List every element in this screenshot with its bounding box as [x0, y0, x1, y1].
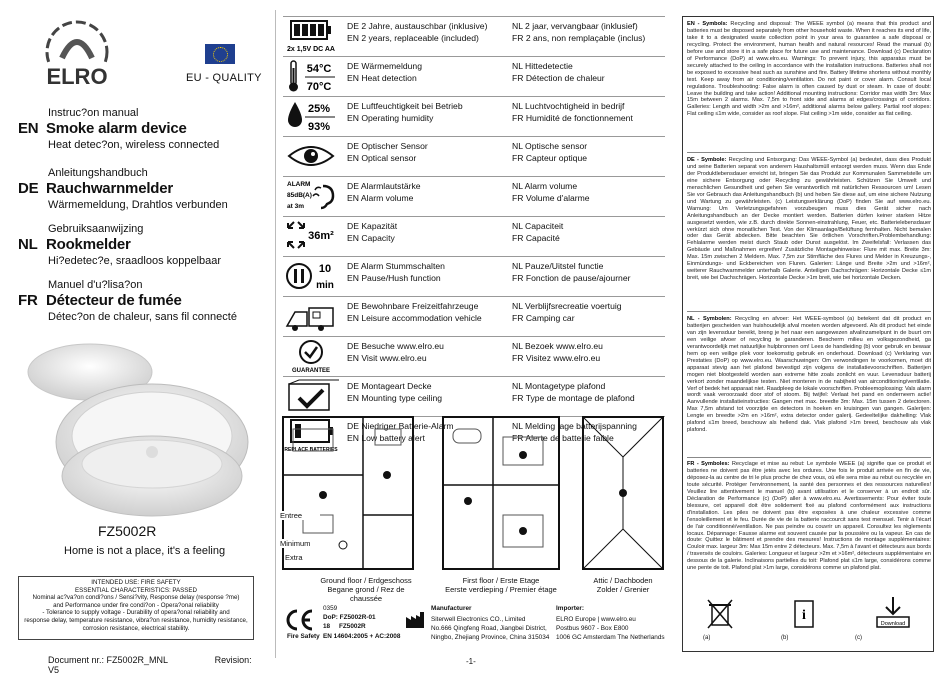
legal-fr	[687, 461, 931, 572]
spec-nl: NL Montagetype plafond	[512, 381, 606, 391]
intended-use-line: and Performance under fire condi?on - Opera?onal reliability	[53, 601, 219, 609]
spec-en: EN Optical sensor	[347, 153, 417, 163]
manual-description: Wärmemeldung, Drahtlos verbunden	[48, 199, 228, 211]
intended-use-line: corrosion resistance, electrical stability.	[82, 624, 190, 632]
download-icon	[873, 593, 913, 633]
spec-text-de-en	[347, 60, 422, 84]
legal-heading: DE - Symbole:	[687, 157, 727, 163]
manual-title: Rauchwarnmelder	[46, 180, 174, 197]
spec-text-nl-fr	[512, 220, 563, 244]
ce-mark-icon	[285, 609, 315, 631]
heat-threshold-high: 70°C	[306, 81, 332, 93]
ground-floor-caption	[311, 576, 421, 603]
caption-line: Begane grond / Rez de chaussée	[327, 585, 405, 603]
manual-block-de	[18, 166, 270, 212]
spec-text-nl-fr	[512, 380, 635, 404]
spec-en: EN Visit www.elro.eu	[347, 353, 427, 363]
spec-de: DE Kapazität	[347, 221, 398, 231]
spec-nl: NL 2 jaar, vervangbaar (inklusief)	[512, 21, 638, 31]
notified-body-number: 0359	[323, 605, 338, 612]
manufacturer-heading: Manufacturer	[431, 605, 472, 612]
legal-text: Recyclage et mise au rebut: Le symbole WEEE (a) signifie que ce produit et batteries ne doivent pas être jetés avec les ordures. Une fois le produit arrivée en fin de vie, déposez-la au centre de tri le plus proche de chez vous, où elle sera mise au rebut ou recyclée en toute sécurité. Protéger l'environnement, la santé des personnes et des ressources naturelles! Veuillez lire attentivement le manuel (b) avant utilisation et le conserver à un endroit sûr. Déclaration de Performance (c) (DoP) aller à www.elro.eu. Avertissements: Pour éviter toute blessure, cet appareil doit être solidement fixé au plafond conformément aux instructions d'installation. Les piles ne doivent pas être exposées à une chaleur excessive comme l'ensoleillement et le feu. Durée de vie de la batterie raccourcit sans test mensuel. Tenir à l'écart de l'air conditionné/ventilation. Ne pas peindre ou couvrir un appareil. Consultez les règlements locaux. Dépannage: Fausse alarme est souvent causée par la poussière ou la vapeur. En cas de doute: Quittez le bâtiment et prendre des mesures! Instructions de montage supplémentaires: Couloir max. largeur 3m: Max 15m entre 2 détecteurs. Max. 7,5m à l'avant et détecteurs aux bords / traversés de couloirs. Galeries: Longueur et largeur >2m et >16m², détecteurs supplémentaire en dessous de la galerie. Inclinaisons partielles du toit: Plafond plat ≤1m large, considérons comme une pente de toit. Plafond plat >1m large, considérons comme un plafond plat.	[687, 461, 931, 572]
document-revision: Revision: V5	[48, 655, 252, 675]
legal-en	[687, 21, 931, 118]
legal-nl	[687, 316, 931, 434]
weee-bin-icon	[705, 597, 735, 631]
spec-en: EN Operating humidity	[347, 113, 434, 123]
spec-fr: FR Fonction de pause/ajourner	[512, 273, 631, 283]
manual-subtitle: Anleitungshandbuch	[48, 167, 148, 179]
smoke-alarm-image	[30, 330, 240, 530]
spec-nl: NL Hittedetectie	[512, 61, 573, 71]
language-code: FR	[18, 292, 38, 309]
language-code: NL	[18, 236, 38, 253]
alarm-marker-minimum	[383, 471, 391, 479]
capacity-value: 36m²	[308, 230, 334, 242]
spec-de: DE Luftfeuchtigkeit bei Betrieb	[347, 101, 463, 111]
dop-number: DoP: FZ5002R-01	[323, 614, 376, 621]
spec-row-pause	[283, 257, 665, 296]
intended-use-line: response delay, temperature resistance, vibra?on resistance, humidity resistance,	[24, 616, 248, 624]
spec-row-humidity	[283, 97, 665, 136]
caption-line: Zolder / Grenier	[596, 585, 650, 594]
spec-text-de-en	[347, 260, 445, 284]
manual-title: Rookmelder	[46, 236, 131, 253]
spec-text-nl-fr	[512, 140, 587, 164]
replace-batteries-label: REPLACE BATTERIES	[284, 447, 338, 453]
intended-use-box	[18, 576, 254, 640]
cover-column	[0, 0, 275, 675]
manual-description: Heat detec?on, wireless connected	[48, 139, 220, 151]
spec-row-vehicle	[283, 297, 665, 336]
eu-flag-icon	[205, 44, 235, 64]
spec-en: EN Heat detection	[347, 73, 417, 83]
legal-divider	[687, 457, 931, 458]
read-manual-icon	[789, 597, 819, 631]
symbol-b-label: (b)	[781, 635, 789, 641]
thermometer-icon	[285, 58, 337, 94]
alarm-marker-minimum	[464, 497, 472, 505]
spec-de: DE Alarmlautstärke	[347, 181, 421, 191]
battery-icon-label: 2x 1,5V DC AA	[287, 46, 335, 53]
legal-divider	[687, 311, 931, 312]
spec-text-de-en	[347, 220, 397, 244]
attic-caption	[581, 576, 665, 594]
first-floor-caption	[441, 576, 561, 594]
norm-label: EN 14604:2005 + AC:2008	[323, 633, 401, 640]
spec-text-nl-fr	[512, 260, 630, 284]
elro-logo	[22, 18, 132, 98]
spec-row-alarm-volume	[283, 177, 665, 216]
document-number: Document nr.: FZ5002R_MNL	[48, 655, 169, 665]
humidity-min: 25%	[307, 103, 331, 115]
spec-fr: FR Alerte de batterie faible	[512, 433, 614, 443]
legal-symbols	[683, 583, 935, 653]
legal-de	[687, 157, 931, 282]
alarm-marker-minimum	[619, 489, 627, 497]
spec-text-nl-fr	[512, 20, 645, 44]
language-code: DE	[18, 180, 39, 197]
importer-line: 1006 GC Amsterdam The Netherlands	[556, 634, 665, 641]
first-floor-outline	[443, 417, 559, 569]
manual-title: Smoke alarm device	[46, 120, 187, 137]
intended-use-line: ESSENTIAL CHARACTERISTICS: PASSED	[74, 586, 198, 594]
svg-text:i: i	[802, 608, 806, 623]
intended-use-line: Nominal ac?va?on condi?ons / Sensi?vity, Response delay (response ?me)	[32, 594, 240, 602]
certification-strip	[283, 605, 665, 650]
document-footer	[48, 655, 275, 675]
spec-fr: FR 2 ans, non remplaçable (inclus)	[512, 33, 646, 43]
spec-en: EN Leisure accommodation vehicle	[347, 313, 482, 323]
manufacturer-line: No.666 Qingfeng Road, Jiangbei District,	[431, 625, 547, 632]
spec-nl: NL Melding lage batterijspanning	[512, 421, 637, 431]
manual-title: Détecteur de fumée	[46, 292, 182, 309]
spec-en: EN 2 years, replaceable (included)	[347, 33, 479, 43]
spec-de: DE Niedriger Batterie-Alarm	[347, 421, 454, 431]
spec-row-capacity	[283, 217, 665, 256]
spec-fr: FR Humidité de fonctionnement	[512, 113, 633, 123]
caption-line: Ground floor / Erdgeschoss	[320, 576, 412, 585]
alarm-marker-minimum	[519, 451, 527, 459]
spec-text-nl-fr	[512, 180, 590, 204]
cert-year: 18	[323, 623, 331, 630]
spec-en: EN Low battery alert	[347, 433, 425, 443]
spec-de: DE Besuche www.elro.eu	[347, 341, 444, 351]
spec-fr: FR Type de montage de plafond	[512, 393, 635, 403]
legend-entree: Entree	[280, 511, 320, 520]
spec-de: DE Wärmemeldung	[347, 61, 422, 71]
spec-en: EN Capacity	[347, 233, 395, 243]
spec-fr: FR Visitez www.elro.eu	[512, 353, 601, 363]
symbol-a-label: (a)	[703, 635, 711, 641]
ceiling-mount-icon	[285, 378, 337, 414]
spec-nl: NL Luchtvochtigheid in bedrijf	[512, 101, 625, 111]
alarm-marker-minimum	[519, 527, 527, 535]
alarm-marker-minimum	[319, 491, 327, 499]
manual-description: Détec?on de chaleur, sans fil connecté	[48, 311, 237, 323]
spec-en: EN Alarm volume	[347, 193, 414, 203]
manufacturer-line: Siterwell Electronics CO., Limited	[431, 616, 526, 623]
guarantee-icon	[285, 338, 337, 374]
spec-fr: FR Capteur optique	[512, 153, 587, 163]
manual-subtitle: Manuel d'u?lisa?on	[48, 279, 143, 291]
spec-fr: FR Camping car	[512, 313, 575, 323]
legend-extra: Extra	[285, 553, 315, 562]
page-number: -1-	[466, 657, 476, 666]
spec-text-nl-fr	[512, 100, 633, 124]
legal-divider	[687, 152, 931, 153]
spec-nl: NL Bezoek www.elro.eu	[512, 341, 603, 351]
symbol-c-label: (c)	[855, 635, 862, 641]
product-tagline: Home is not a place, it's a feeling	[64, 545, 226, 557]
spec-text-de-en	[347, 100, 463, 124]
manual-block-en	[18, 106, 270, 152]
importer-line: ELRO Europe | www.elro.eu	[556, 616, 636, 623]
factory-icon	[405, 611, 425, 629]
download-label: Download	[880, 621, 906, 627]
spec-de: DE Alarm Stummschalten	[347, 261, 445, 271]
legend-minimum: Minimum	[280, 539, 320, 548]
importer-heading: Importer:	[556, 605, 585, 612]
legal-heading: EN - Symbols:	[687, 21, 728, 27]
legal-heading: FR - Symboles:	[687, 461, 730, 467]
manual-block-nl	[18, 222, 270, 268]
spec-fr: FR Détection de chaleur	[512, 73, 605, 83]
caption-line: First floor / Erste Etage	[462, 576, 540, 585]
spec-de: DE Bewohnbare Freizeitfahrzeuge	[347, 301, 479, 311]
logo-text: ELRO	[46, 64, 108, 89]
legal-text: Recycling und Entsorgung: Das WEEE-Symbol (a) bedeutet, dass dies Produkt und seine Batterien separat von anderem Haushaltsmüll entsorgt werden muss. Wenn das Ende der Produktlebensdauer erreicht ist, bringen Sie das Produkt zur Kommunalen Sammelstelle um eine sichere Entsorgung oder Recycling zu gewährleisten. Schützen Sie Umwelt und menschlichen Gesundheit und gehen Sie verantwortlich mit natürlichen Ressourcen um! Lesen Sie vor Gebrauch das Anleitungshandbuch (b) und heben Sie diese auf, um eine sichere Nutzung und Wartung zu gewährleisten. (c) Leistungserklärung (DoP) finden Sie auf www.elro.eu. Warnung: Um Verletzungsgefahren vorzubeugen muss dies Gerät sicher nach Anleitungshandbuch an der Decke montiert werden. Batterien dürfen keiner starken Hitze ausgesetzt werden, wie z.B. durch direkte Sonnen-einstrahlung, Feuer, etc. Batterielebensdauer verkürzt sich ohne monatlichen Test. Von der Klimaanlage/Belüftung fernhalten. Nicht bemalen oder das Gerät abdecken. Bitte beachten Sie örtlichen Vorschriften.Problembehandlung: Fehlalarme werden meist durch Staub oder Dunst ausgelöst. Im Zweifelsfall: Verlassen das Gebäude und Maßnahmen ergreifen! Zusätzliche Montagehinweise: Flure mit max. Breite 3m: Max. 15m zwischen 2 Meldern. Max. 7,5m zur Stirnfläche des Flures und Melder in Kreuzungs-, Einmündungs- und Eckbereichen von Fluren. Galerien: Länge und Breite >2m und >16m², weiterer Rauchwarnmelder unterhalb Galerie. Anteiligen Dachschrägen: Horizontale Decke ≤1m breit, wie bei Dachschrägen. Horizontale Decke >1m breit, wie bei horizontale Decken.	[687, 157, 931, 282]
manual-subtitle: Gebruiksaanwijzing	[48, 223, 144, 235]
spec-row-optical	[283, 137, 665, 176]
spec-text-nl-fr	[512, 300, 622, 324]
spec-text-de-en	[347, 380, 442, 404]
product-model: FZ5002R	[98, 523, 157, 539]
caption-line: Eerste verdieping / Premier étage	[445, 585, 557, 594]
legal-text: Recycling en afvoer: Het WEEE-symbool (a) betekent dat dit product en batterijen gescheiden van huishoudelijk afval moeten worden afgevoerd. Als dit product het einde van zijn levensduur bereikt, breng je het naar een aangewezen afvalinzamelpunt in de buurt om een veilige afvoer of recycling te garanderen. Bescherm milieu en volksgezondheid, ga verantwoordelijk met natuurlijke hulpbronnen om! Lees de handleiding (b) voor gebruik en bewaar hem op een veilige plek voor toekomstig gebruik en onderhoud. Download (c) Verklaring van Prestaties (DoP) op www.elro.eu. Waarschuwingen: Om verwondingen te voorkomen, moet dit apparaat stevig aan het plafond bevestigd zijn volgens de installatievoorschriften. Batterijen mogen niet blootgesteld worden aan extreme hitte zoals zonlicht en vuur. Levensduur batterij verkort zonder maandelijkse testen. Niet monteren in de nabijheid van airconditioning/ventilatie. Verf of bedek het apparaat niet. Raadpleeg de lokale voorschriften. Probleemoplossing: Vals alarm wordt vaak veroorzaakt door stof of stoom. Bij twijfel: Verlaat het pand en onderneem actie! Aanvullende installatieinstructies: Gangen met max. breedte 3m: Max. 15m tussen 2 detectoren. Max 7,5m afstand tot voorzijde en detectors in hoeken en kruisingen van gangen. Galerijen: Lengte en breedte >2m en >16m², extra detector onder galerij. Gedeeltelijke dakhelling: Vlak plafond ≤1m breed, beschouw als hellend dak. Vlak plafond >1m breed, beschouw als vlak plafond.	[687, 316, 932, 434]
pause-icon	[285, 258, 337, 294]
spec-text-nl-fr	[512, 340, 603, 364]
spec-row-battery	[283, 17, 665, 56]
battery-icon	[285, 18, 337, 54]
spec-text-de-en	[347, 340, 444, 364]
alarm-label: ALARM	[287, 181, 311, 188]
manual-subtitle: Instruc?on manual	[48, 107, 139, 119]
capacity-icon	[285, 218, 337, 254]
legal-column	[682, 16, 934, 652]
spec-nl: NL Capaciteit	[512, 221, 564, 231]
spec-text-de-en	[347, 300, 482, 324]
spec-row-heat	[283, 57, 665, 96]
spec-row-mounting	[283, 377, 665, 416]
pause-unit: min	[316, 280, 334, 291]
spec-row-guarantee	[283, 337, 665, 376]
eu-quality-label: EU - QUALITY	[186, 72, 262, 84]
spec-en: EN Pause/Hush function	[347, 273, 441, 283]
importer-line: Postbus 9607 - Box E800	[556, 625, 629, 632]
pause-minutes: 10	[318, 263, 332, 275]
caravan-icon	[285, 298, 337, 334]
spec-text-de-en	[347, 180, 421, 204]
floor-plans	[280, 415, 665, 603]
manufacturer-line: Ningbo, Zhejiang Province, China 315034	[431, 634, 550, 641]
heat-threshold-low: 54°C	[306, 63, 332, 75]
intended-use-line: INTENDED USE: FIRE SAFETY	[91, 579, 181, 586]
cert-model: FZ5002R	[339, 623, 366, 630]
legal-text: Recycling and disposal: The WEEE symbol (a) means that this product and batteries must be disposed separately from other household waste. When it reaches its end of life, take it to a designated waste collection point in your area to guarantee a safe disposal or recycling. Protect the environment, human health and natural resources! Read the manual (b) before use and store it in a safe place for future use and maintenance. Download (c) Declaration of Performance (DoP) at www.elro.eu. Warnings: To prevent injury, this apparatus must be securely attached to the ceiling in accordance with the installation instructions. Batteries shall not be exposed to excessive heat such as sunshine and fire. Battery lifetime shortens without monthly test. Keep away from air conditioning/ventilation. Do not paint or cover alarm. Consult local regulations. Troubleshooting: False alarm is often caused by dust or steam. In case of doubt: Leave the building and take action! Additional mounting instructions: Corridor max width 3m: Max 15m between 2 alarms. Max. 7,5m to front side and alarms at edges/crossings of corridors. Galleries: Length and width >2m and >16m², additional alarms below gallery. Partial roof slopes: Flat ceiling ≤1m wide, consider as roof slope. Flat ceiling >1m wide, consider as flat ceiling.	[687, 21, 931, 118]
guarantee-label: GUARANTEE	[291, 368, 331, 374]
spec-nl: NL Verblijfsrecreatie voertuig	[512, 301, 622, 311]
caption-line: Attic / Dachboden	[593, 576, 653, 585]
floor-plan-drawing	[283, 415, 665, 575]
spec-en: EN Mounting type ceiling	[347, 393, 443, 403]
spec-text-de-en	[347, 140, 428, 164]
spec-text-nl-fr	[512, 60, 605, 84]
alarm-db: 85dB(A)	[287, 192, 312, 199]
alarm-distance: at 3m	[287, 203, 304, 210]
legal-heading: NL - Symbolen:	[687, 316, 732, 322]
humidity-icon	[285, 98, 337, 134]
spec-nl: NL Pauze/Uitstel functie	[512, 261, 604, 271]
spec-fr: FR Volume d'alarme	[512, 193, 590, 203]
manual-block-fr	[18, 278, 270, 324]
spec-de: DE 2 Jahre, austauschbar (inklusive)	[347, 21, 488, 31]
spec-de: DE Optischer Sensor	[347, 141, 428, 151]
ear-icon	[285, 178, 337, 214]
alarm-marker-extra	[339, 541, 347, 549]
humidity-max: 93%	[307, 121, 331, 133]
spec-nl: NL Alarm volume	[512, 181, 578, 191]
intended-use-line: - Tolerance to supply voltage - Durability of opera?onal reliability and	[42, 609, 230, 617]
spec-fr: FR Capacité	[512, 233, 560, 243]
manual-description: Hi?edetec?e, sraadloos koppelbaar	[48, 255, 222, 267]
column-divider	[275, 10, 276, 658]
spec-nl: NL Optische sensor	[512, 141, 588, 151]
spec-text-de-en	[347, 20, 487, 44]
fire-safety-label: Fire Safety	[287, 633, 320, 640]
eye-icon	[285, 138, 337, 174]
language-code: EN	[18, 120, 39, 137]
spec-de: DE Montageart Decke	[347, 381, 432, 391]
